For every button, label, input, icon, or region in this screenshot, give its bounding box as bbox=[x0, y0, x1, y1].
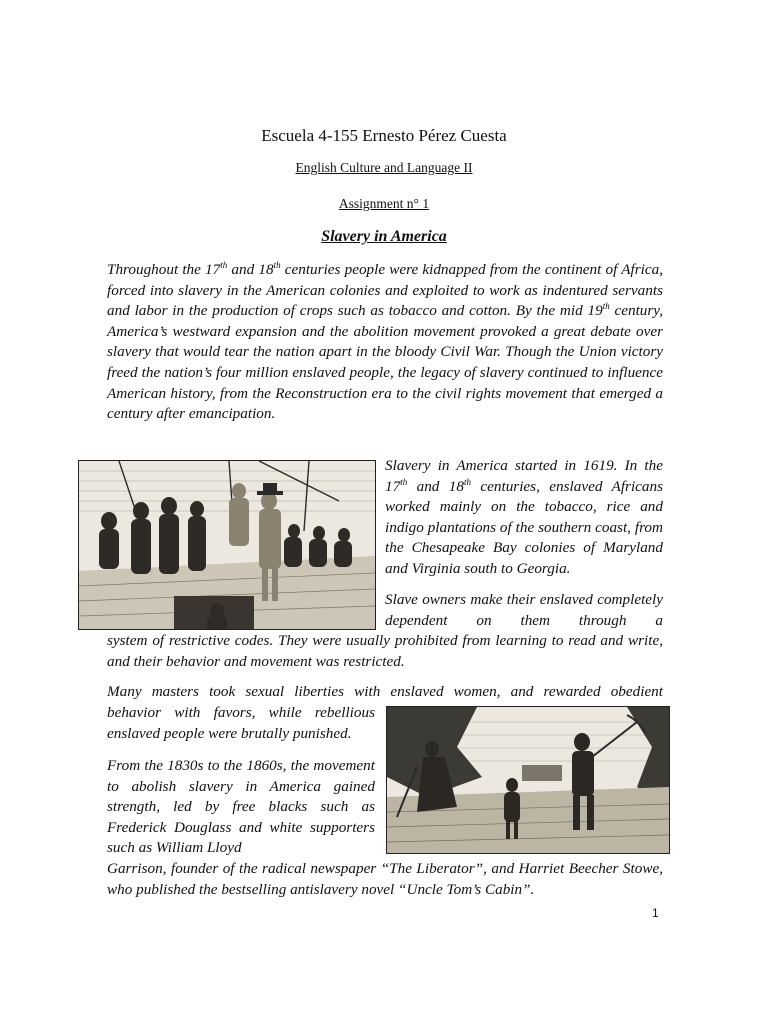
paragraph-masters: behavior with favors, while rebellious enslaved people were brutally punished. bbox=[107, 704, 375, 742]
paragraph-codes-line1: Slave owners make their enslaved completely dependent on them through a bbox=[385, 591, 663, 629]
document-title: Slavery in America bbox=[321, 228, 447, 245]
paragraph-abolition: From the 1830s to the 1860s, the movement to abolish slavery in America gained strength, led by free blacks such as Frederick Douglass and white supporters such as William Lloyd bbox=[107, 757, 375, 857]
slave-ship-engraving bbox=[78, 460, 376, 630]
paragraph-masters-line1: Many masters took sexual liberties with enslaved women, and rewarded obedient bbox=[107, 683, 663, 700]
assignment-label: Assignment n° 1 bbox=[338, 196, 430, 211]
plantation-engraving bbox=[386, 706, 670, 854]
school-name: Escuela 4-155 Ernesto Pérez Cuesta bbox=[261, 126, 507, 145]
paragraph-abolition-continued: Garrison, founder of the radical newspaper “The Liberator”, and Harriet Beecher Stowe, who published the bestselling antislavery novel “Uncle Tom’s Cabin”. bbox=[107, 860, 663, 898]
page-number: 1 bbox=[652, 906, 659, 920]
paragraph-intro: Throughout the 17th and 18th centuries people were kidnapped from the continent of Africa, forced into slavery in the American colonies and exploited to work as indentured servants and labor in the production of crops such as tobacco and cotton. By the mid 19th century, America’s westward expansion and the abolition movement provoked a great debate over slavery that would tear the nation apart in the bloody Civil War. Though the Union victory freed the nation’s four million enslaved people, the legacy of slavery continued to influence American history, from the Reconstruction era to the civil rights movement that emerged a century after emancipation. bbox=[107, 259, 664, 423]
course-name: English Culture and Language II bbox=[295, 160, 473, 175]
paragraph-origins: Slavery in America started in 1619. In the 17th and 18th centuries, enslaved Africans worked mainly on the tobacco, rice and indigo plantations of the southern coast, from the Chesapeake Bay colonies of Maryland and Virginia south to Georgia. bbox=[385, 457, 664, 577]
paragraph-codes: system of restrictive codes. They were usually prohibited from learning to read and write, and their behavior and movement was restricted. bbox=[107, 632, 663, 670]
